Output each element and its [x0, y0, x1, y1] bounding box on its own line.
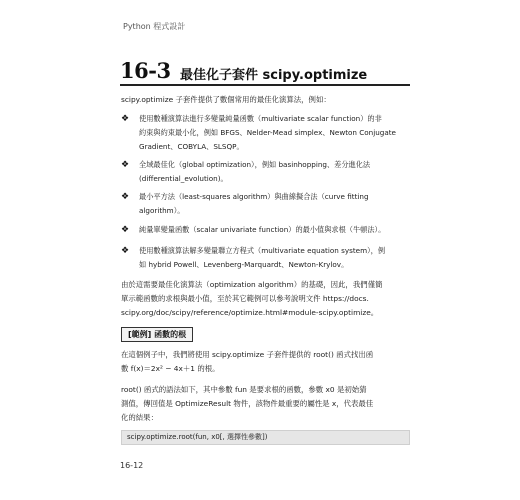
bullet-line: 使用數種演算法解多變量聯立方程式（multivariate equation system），例: [139, 246, 386, 255]
intro-paragraph: scipy.optimize 子套件提供了數個常用的最佳化演算法，例如：: [121, 95, 331, 104]
bullet-line: 最小平方法（least-squares algorithm）與曲線擬合法（curve fitting: [139, 192, 369, 201]
paragraph-line: 由於這需要最佳化演算法（optimization algorithm）的基礎，因此，我們僅簡: [121, 280, 383, 289]
diamond-bullet-icon: ❖: [121, 160, 130, 170]
page-number: 16-12: [120, 461, 144, 470]
example-label: [範例] 函數的根: [121, 327, 193, 342]
paragraph-line: 數 f(x)＝2x² − 4x＋1 的根。: [121, 364, 220, 373]
paragraph-line: root() 函式的語法如下，其中參數 fun 是要求根的函數，參數 x0 是初始猜: [121, 385, 367, 394]
bullet-line: (differential_evolution)。: [139, 174, 228, 183]
docs-paragraph: [121, 278, 406, 320]
section-title: 最佳化子套件 scipy.optimize: [180, 68, 368, 83]
diamond-bullet-icon: ❖: [121, 192, 130, 202]
bullet-line: 使用數種演算法進行多變量純量函數（multivariate scalar function）的非: [139, 114, 382, 123]
diamond-bullet-icon: ❖: [121, 225, 130, 235]
paragraph-line: scipy.org/doc/scipy/reference/optimize.html#module-scipy.optimize。: [121, 308, 379, 317]
code-syntax-box: scipy.optimize.root(fun, x0[, 選擇性參數]): [121, 430, 410, 445]
diamond-bullet-icon: ❖: [121, 114, 130, 124]
paragraph-line: 在這個例子中，我們將使用 scipy.optimize 子套件提供的 root() 函式找出函: [121, 350, 374, 359]
bullet-line: 純量單變量函數（scalar univariate function）的最小值與求根（牛頓法）。: [139, 225, 386, 234]
paragraph-line: 單示範函數的求根與最小值，至於其它範例可以參考說明文件 https://docs.: [121, 294, 369, 303]
syntax-paragraph: [121, 383, 406, 425]
diamond-bullet-icon: ❖: [121, 246, 130, 256]
bullet-line: algorithm）。: [139, 206, 185, 215]
section-heading: [120, 58, 410, 86]
bullet-line: 如 hybrid Powell、Levenberg-Marquardt、Newton-Krylov。: [139, 260, 349, 269]
paragraph-line: 化的結果：: [121, 413, 158, 422]
bullet-line: Gradient、COBYLA、SLSQP。: [139, 142, 244, 151]
bullet-line: 全域最佳化（global optimization），例如 basinhopping、差分進化法: [139, 160, 371, 169]
section-number: 16-3: [120, 58, 171, 83]
paragraph-line: 測值，傳回值是 OptimizeResult 物件，該物件最重要的屬性是 x，代表最佳: [121, 399, 374, 408]
running-header: Python 程式設計: [123, 22, 186, 31]
example-paragraph: [121, 348, 406, 376]
bullet-line: 約束與約束最小化，例如 BFGS、Nelder-Mead simplex、Newton Conjugate: [139, 128, 396, 137]
